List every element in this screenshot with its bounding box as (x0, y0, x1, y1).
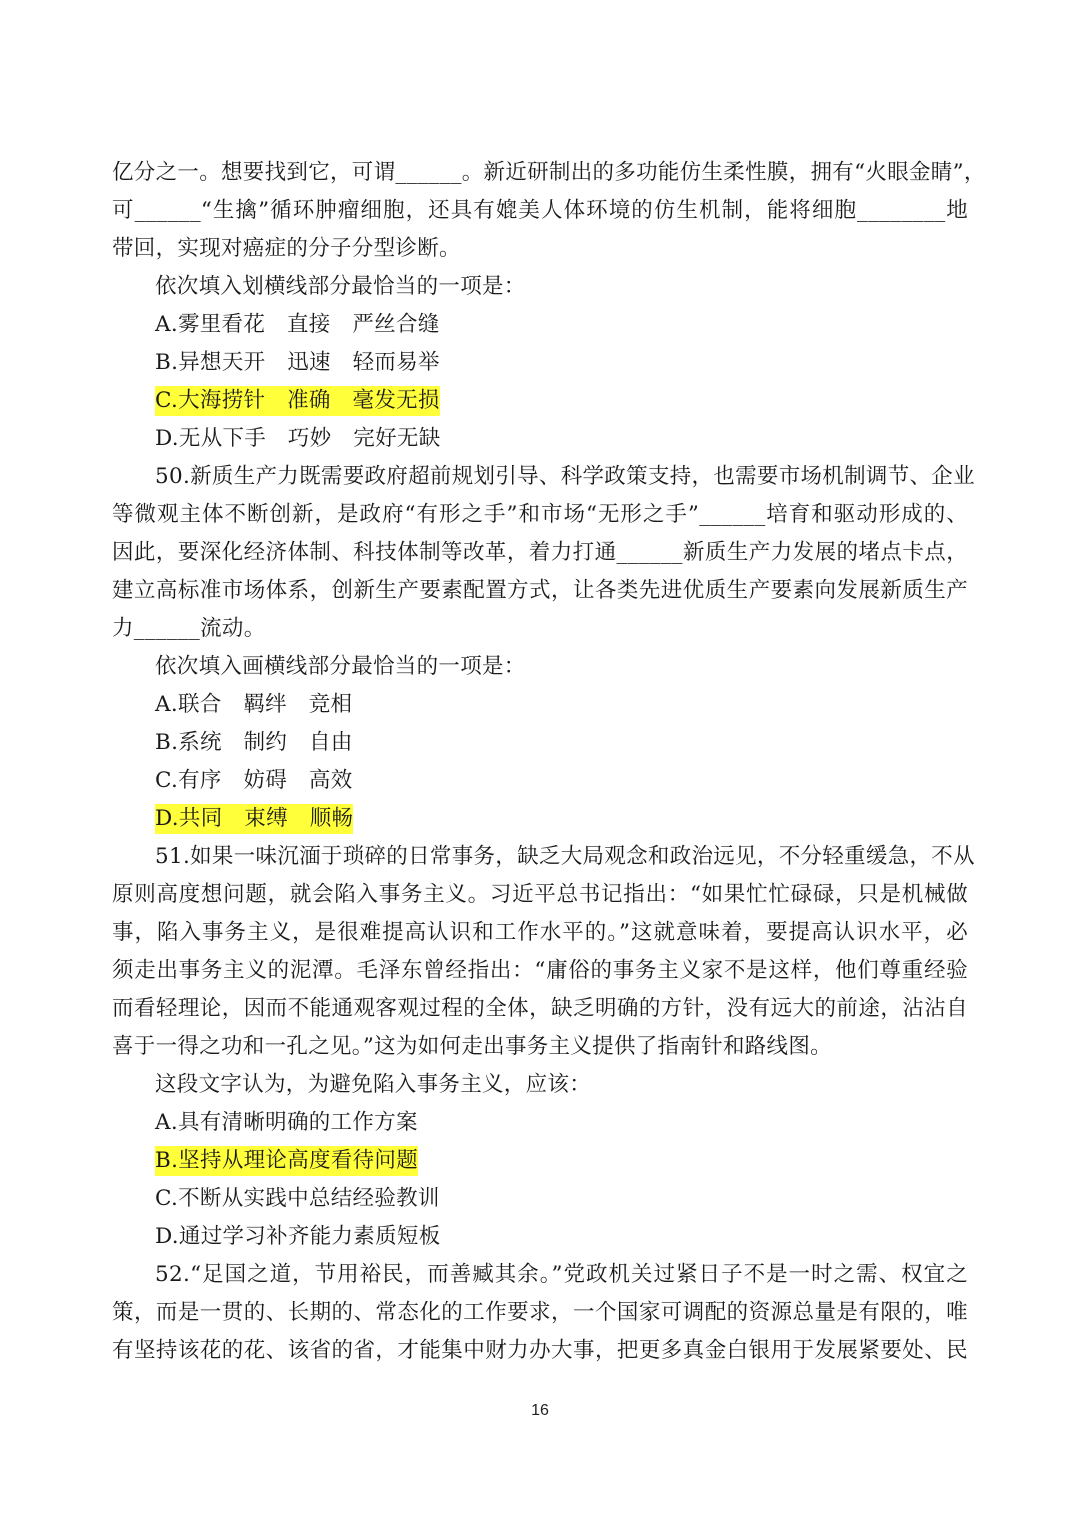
text-line (112, 192, 968, 230)
line-text: A.联合 羁绊 竞相 (155, 692, 353, 717)
text-line (112, 534, 968, 572)
text-line (112, 1294, 968, 1332)
text-line (112, 1180, 968, 1218)
text-line (112, 496, 968, 534)
text-line (112, 1332, 968, 1370)
highlighted-answer-line (112, 382, 968, 420)
line-text: 原则高度想问题，就会陷入事务主义。习近平总书记指出：“如果忙忙碌碌，只是机械做 (112, 882, 968, 907)
text-line (112, 306, 968, 344)
line-text: 这段文字认为，为避免陷入事务主义，应该： (155, 1072, 592, 1097)
line-text: 带回，实现对癌症的分子分型诊断。 (112, 236, 461, 261)
text-line (112, 572, 968, 610)
text-line (112, 686, 968, 724)
line-text: C.有序 妨碍 高效 (155, 768, 353, 793)
line-text: C.不断从实践中总结经验教训 (155, 1186, 440, 1211)
highlighted-answer-line (112, 1142, 968, 1180)
text-line (112, 952, 968, 990)
line-text: 依次填入划横线部分最恰当的一项是： (155, 274, 526, 299)
line-text: 52.“足国之道，节用裕民，而善臧其余。”党政机关过紧日子不是一时之需、权宜之 (155, 1262, 968, 1287)
line-text: 等微观主体不断创新，是政府“有形之手”和市场“无形之手”______培育和驱动形成的、 (112, 502, 968, 527)
line-text: 力______流动。 (112, 616, 266, 641)
text-line (112, 1218, 968, 1256)
line-text: 亿分之一。想要找到它，可谓______。新近研制出的多功能仿生柔性膜，拥有“火眼金睛”， (112, 160, 986, 185)
highlighted-answer-line (112, 800, 968, 838)
text-line (112, 1066, 968, 1104)
line-text: D.共同 束缚 顺畅 (155, 804, 353, 834)
line-text: 而看轻理论，因而不能通观客观过程的全体，缺乏明确的方针，没有远大的前途，沾沾自 (112, 996, 968, 1021)
text-line (112, 154, 986, 192)
line-text: 策，而是一贯的、长期的、常态化的工作要求，一个国家可调配的资源总量是有限的，唯 (112, 1300, 968, 1325)
text-line (112, 1256, 968, 1294)
line-text: 51.如果一味沉湎于琐碎的日常事务，缺乏大局观念和政治远见，不分轻重缓急，不从 (155, 844, 975, 869)
text-line (112, 914, 968, 952)
text-line (112, 762, 968, 800)
line-text: 50.新质生产力既需要政府超前规划引导、科学政策支持，也需要市场机制调节、企业 (155, 464, 975, 489)
line-text: D.无从下手 巧妙 完好无缺 (155, 426, 441, 451)
line-text: B.坚持从理论高度看待问题 (155, 1146, 418, 1176)
text-line (112, 1104, 968, 1142)
text-line (112, 344, 968, 382)
text-line (112, 230, 968, 268)
line-text: A.具有清晰明确的工作方案 (155, 1110, 418, 1135)
line-text: C.大海捞针 准确 毫发无损 (155, 386, 440, 416)
line-text: A.雾里看花 直接 严丝合缝 (155, 312, 440, 337)
line-text: 可______“生擒”循环肿瘤细胞，还具有媲美人体环境的仿生机制，能将细胞________地 (112, 198, 968, 223)
line-text: 依次填入画横线部分最恰当的一项是： (155, 654, 526, 679)
line-text: 须走出事务主义的泥潭。毛泽东曾经指出：“庸俗的事务主义家不是这样，他们尊重经验 (112, 958, 968, 983)
document-body (112, 154, 986, 1370)
text-line (112, 724, 968, 762)
text-line (112, 458, 975, 496)
line-text: B.系统 制约 自由 (155, 730, 353, 755)
text-line (112, 610, 968, 648)
line-text: 事，陷入事务主义，是很难提高认识和工作水平的。”这就意味着，要提高认识水平，必 (112, 920, 968, 945)
line-text: B.异想天开 迅速 轻而易举 (155, 350, 440, 375)
text-line (112, 838, 975, 876)
line-text: 喜于一得之功和一孔之见。”这为如何走出事务主义提供了指南针和路线图。 (112, 1034, 832, 1059)
text-line (112, 268, 968, 306)
text-line (112, 420, 968, 458)
page-number: 16 (531, 1402, 549, 1419)
text-line (112, 990, 968, 1028)
text-line (112, 876, 968, 914)
line-text: 建立高标准市场体系，创新生产要素配置方式，让各类先进优质生产要素向发展新质生产 (112, 578, 968, 603)
line-text: 有坚持该花的花、该省的省，才能集中财力办大事，把更多真金白银用于发展紧要处、民 (112, 1338, 968, 1363)
text-line (112, 648, 968, 686)
text-line (112, 1028, 968, 1066)
line-text: D.通过学习补齐能力素质短板 (155, 1224, 441, 1249)
line-text: 因此，要深化经济体制、科技体制等改革，着力打通______新质生产力发展的堵点卡点， (112, 540, 968, 565)
